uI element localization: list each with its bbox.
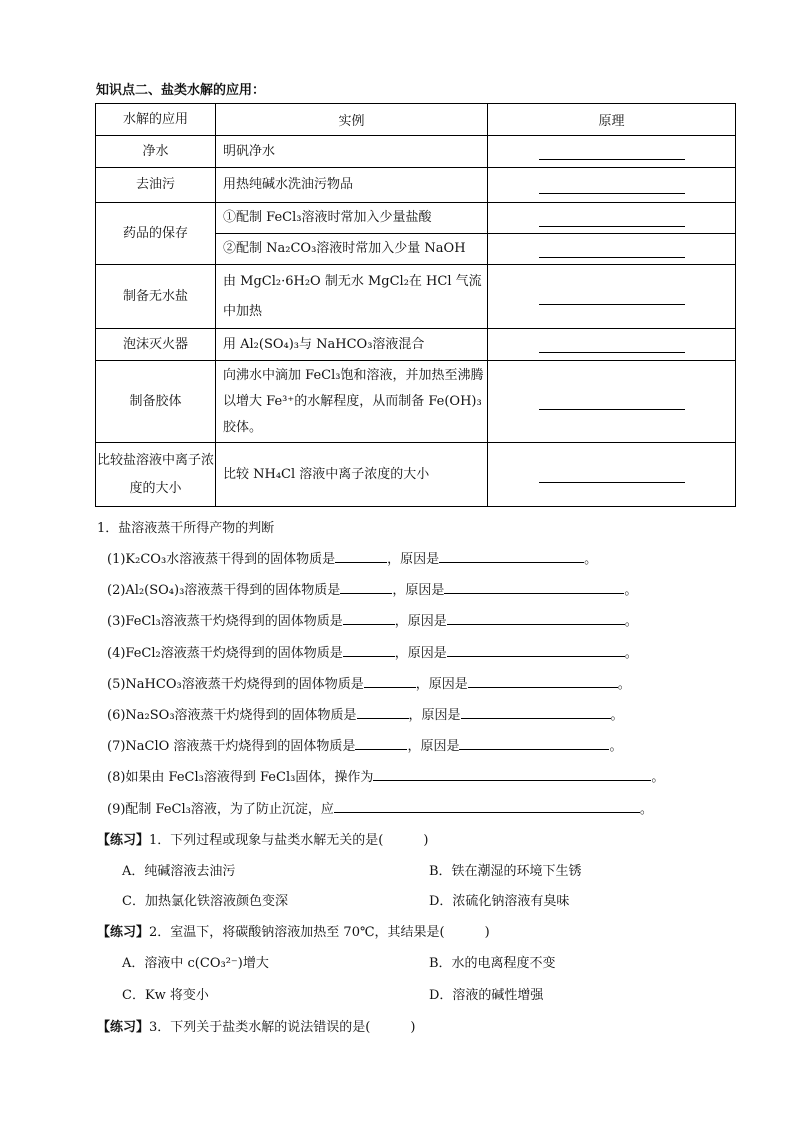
list-item: [107, 736, 664, 767]
table-cell-example: 用 Al₂(SO₄)₃与 NaHCO₃溶液混合: [216, 329, 488, 361]
exercise-question: 2．室温下，将碳酸钠溶液加热至 70℃，其结果是(: [149, 925, 445, 940]
answer-blank[interactable]: [357, 705, 409, 719]
col-header-application: 水解的应用: [96, 104, 216, 136]
principle-answer-blank[interactable]: [488, 443, 736, 507]
col-header-principle: 原理: [488, 104, 736, 136]
table-cell-example: 向沸水中滴加 FeCl₃饱和溶液，并加热至沸腾以增大 Fe³⁺的水解程度，从而制备 Fe(OH)₃胶体。: [216, 361, 488, 443]
table-row: [96, 361, 736, 443]
principle-answer-blank[interactable]: [488, 203, 736, 234]
punctuation: 。: [624, 645, 638, 661]
list-item: [107, 643, 664, 674]
section1-title: 1．盐溶液蒸干所得产物的判断: [97, 521, 275, 536]
option-a[interactable]: A．纯碱溶液去油污: [122, 864, 236, 879]
table-cell-application: 制备无水盐: [96, 265, 216, 329]
answer-blank[interactable]: [468, 674, 618, 688]
principle-answer-blank[interactable]: [488, 265, 736, 329]
question-text: (1)K₂CO₃水溶液蒸干得到的固体物质是: [107, 552, 336, 567]
table-cell-application: 去油污: [96, 168, 216, 203]
answer-blank[interactable]: [334, 799, 640, 813]
section-heading: 知识点二、盐类水解的应用：: [96, 83, 266, 98]
list-item: [107, 799, 664, 830]
punctuation: 。: [609, 739, 623, 755]
answer-blank[interactable]: [461, 705, 611, 719]
answer-blank[interactable]: [447, 611, 625, 625]
option-a[interactable]: A．溶液中 c(CO₃²⁻)增大: [122, 956, 269, 971]
table-cell-example: 用热纯碱水洗油污物品: [216, 168, 488, 203]
principle-answer-blank[interactable]: [488, 361, 736, 443]
punctuation: 。: [617, 676, 631, 692]
exercise-3-stem: [97, 1016, 415, 1035]
punctuation: 。: [610, 707, 624, 723]
option-c[interactable]: C．加热氯化铁溶液颜色变深: [122, 894, 288, 909]
answer-blank[interactable]: [335, 549, 387, 563]
table-row: [96, 329, 736, 361]
list-item: [107, 611, 664, 642]
table-row: [96, 443, 736, 507]
question-text: ，原因是: [407, 739, 460, 755]
list-item: [107, 767, 664, 798]
table-cell-example: 由 MgCl₂·6H₂O 制无水 MgCl₂在 HCl 气流中加热: [216, 265, 488, 329]
principle-answer-blank[interactable]: [488, 168, 736, 203]
list-item: [107, 705, 664, 736]
table-cell-application: 净水: [96, 136, 216, 168]
question-text: (6)Na₂SO₃溶液蒸干灼烧得到的固体物质是: [107, 707, 357, 723]
table-row: [96, 203, 736, 234]
answer-blank[interactable]: [355, 736, 407, 750]
answer-blank[interactable]: [459, 736, 609, 750]
option-d[interactable]: D．溶液的碱性增强: [429, 988, 544, 1003]
question-text: (5)NaHCO₃溶液蒸干灼烧得到的固体物质是: [107, 676, 364, 692]
table-cell-application: 药品的保存: [96, 203, 216, 265]
exercise-tag: 【练习】: [97, 833, 150, 848]
punctuation: 。: [651, 770, 665, 786]
question-text: ，原因是: [392, 583, 445, 599]
question-text: (3)FeCl₃溶液蒸干灼烧得到的固体物质是: [107, 614, 343, 630]
exercise-question: 1．下列过程或现象与盐类水解无关的是(: [149, 833, 384, 848]
close-paren: ): [410, 1020, 416, 1035]
answer-blank[interactable]: [439, 549, 584, 563]
principle-answer-blank[interactable]: [488, 234, 736, 265]
table-cell-application: 比较盐溶液中离子浓度的大小: [96, 443, 216, 507]
exercise-tag: 【练习】: [97, 1020, 150, 1035]
table-cell-application: 泡沫灭火器: [96, 329, 216, 361]
answer-blank[interactable]: [343, 643, 395, 657]
exercise-tag: 【练习】: [97, 925, 150, 940]
principle-answer-blank[interactable]: [488, 329, 736, 361]
exercise-2-stem: [97, 921, 490, 940]
list-item: [107, 580, 664, 611]
answer-blank[interactable]: [343, 611, 395, 625]
question-text: ，原因是: [415, 676, 468, 692]
col-header-example: 实例: [216, 104, 488, 136]
answer-blank[interactable]: [444, 580, 624, 594]
list-item: [107, 549, 664, 580]
answer-blank[interactable]: [340, 580, 392, 594]
option-d[interactable]: D．浓硫化钠溶液有臭味: [429, 894, 570, 909]
question-text: ，原因是: [394, 614, 447, 630]
option-b[interactable]: B．水的电离程度不变: [429, 956, 556, 971]
punctuation: 。: [584, 552, 598, 567]
evaporation-question-list: [107, 549, 664, 830]
exercise-1-stem: [97, 829, 428, 848]
option-b[interactable]: B．铁在潮湿的环境下生锈: [429, 864, 582, 879]
table-cell-example: ①配制 FeCl₃溶液时常加入少量盐酸: [216, 203, 488, 234]
close-paren: ): [423, 833, 429, 848]
answer-blank[interactable]: [364, 674, 416, 688]
table-row: [96, 136, 736, 168]
table-cell-example: 比较 NH₄Cl 溶液中离子浓度的大小: [216, 443, 488, 507]
question-text: ，原因是: [387, 552, 440, 567]
table-row: [96, 168, 736, 203]
question-text: (4)FeCl₂溶液蒸干灼烧得到的固体物质是: [107, 645, 343, 661]
question-text: ，原因是: [394, 645, 447, 661]
question-text: (7)NaClO 溶液蒸干灼烧得到的固体物质是: [107, 739, 356, 755]
exercise-question: 3．下列关于盐类水解的说法错误的是(: [149, 1020, 371, 1035]
table-cell-application: 制备胶体: [96, 361, 216, 443]
table-cell-example: ②配制 Na₂CO₃溶液时常加入少量 NaOH: [216, 234, 488, 265]
question-text: ，原因是: [408, 707, 461, 723]
hydrolysis-application-table: [95, 103, 736, 507]
punctuation: 。: [639, 801, 653, 817]
question-text: (8)如果由 FeCl₃溶液得到 FeCl₃固体，操作为: [107, 770, 374, 786]
question-text: (9)配制 FeCl₃溶液，为了防止沉淀，应: [107, 801, 334, 817]
answer-blank[interactable]: [447, 643, 625, 657]
table-header-row: [96, 104, 736, 136]
question-text: (2)Al₂(SO₄)₃溶液蒸干得到的固体物质是: [107, 583, 341, 599]
option-c[interactable]: C．Kw 将变小: [122, 988, 209, 1003]
list-item: [107, 674, 664, 705]
table-row: [96, 265, 736, 329]
answer-blank[interactable]: [373, 767, 651, 781]
table-cell-example: 明矾净水: [216, 136, 488, 168]
close-paren: ): [484, 925, 490, 940]
punctuation: 。: [624, 614, 638, 630]
principle-answer-blank[interactable]: [488, 136, 736, 168]
punctuation: 。: [624, 583, 638, 599]
